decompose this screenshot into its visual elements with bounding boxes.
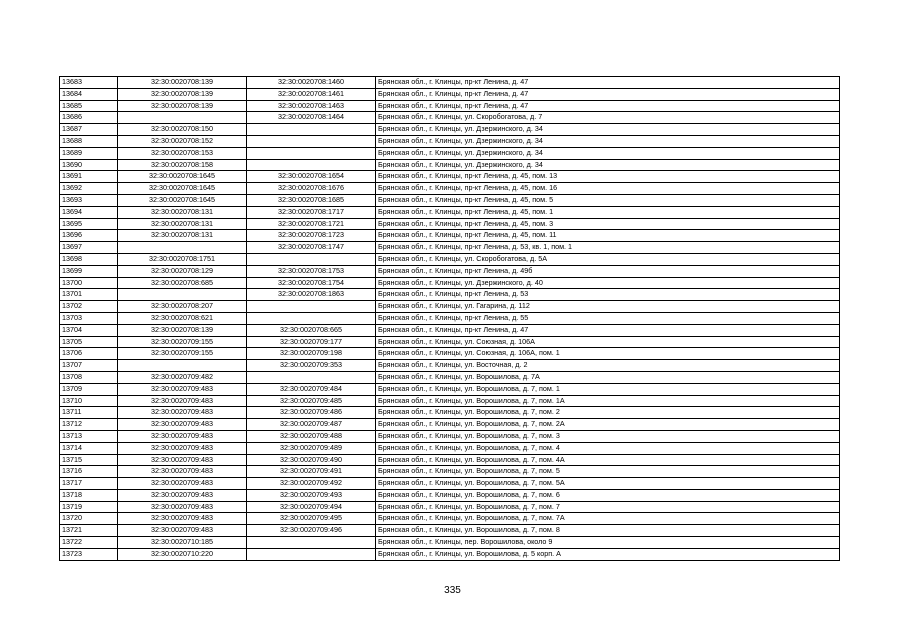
object-cadastral-number-cell: 32:30:0020709:495 bbox=[247, 513, 376, 525]
table-row bbox=[60, 218, 840, 230]
row-number-cell: 13686 bbox=[60, 112, 118, 124]
table-row bbox=[60, 242, 840, 254]
table-row bbox=[60, 159, 840, 171]
address-cell: Брянская обл., г. Клинцы, пр-кт Ленина, д. 53, кв. 1, пом. 1 bbox=[376, 242, 840, 254]
cadastral-number-cell: 32:30:0020708:153 bbox=[118, 147, 247, 159]
registry-table-body bbox=[60, 77, 840, 561]
address-cell: Брянская обл., г. Клинцы, пер. Ворошилова, около 9 bbox=[376, 537, 840, 549]
address-cell: Брянская обл., г. Клинцы, пр-кт Ленина, д. 45, пом. 1 bbox=[376, 206, 840, 218]
cadastral-number-cell: 32:30:0020708:139 bbox=[118, 77, 247, 89]
object-cadastral-number-cell: 32:30:0020708:1753 bbox=[247, 265, 376, 277]
row-number-cell: 13713 bbox=[60, 430, 118, 442]
object-cadastral-number-cell: 32:30:0020708:1723 bbox=[247, 230, 376, 242]
address-cell: Брянская обл., г. Клинцы, ул. Ворошилова, д. 7А bbox=[376, 371, 840, 383]
address-cell: Брянская обл., г. Клинцы, ул. Ворошилова, д. 7, пом. 3 bbox=[376, 430, 840, 442]
address-cell: Брянская обл., г. Клинцы, пр-кт Ленина, д. 45, пом. 3 bbox=[376, 218, 840, 230]
object-cadastral-number-cell bbox=[247, 371, 376, 383]
row-number-cell: 13719 bbox=[60, 501, 118, 513]
row-number-cell: 13705 bbox=[60, 336, 118, 348]
table-row bbox=[60, 442, 840, 454]
row-number-cell: 13714 bbox=[60, 442, 118, 454]
address-cell: Брянская обл., г. Клинцы, ул. Ворошилова, д. 7, пом. 6 bbox=[376, 489, 840, 501]
cadastral-number-cell: 32:30:0020709:483 bbox=[118, 525, 247, 537]
table-row bbox=[60, 183, 840, 195]
table-row bbox=[60, 478, 840, 490]
address-cell: Брянская обл., г. Клинцы, пр-кт Ленина, д. 55 bbox=[376, 312, 840, 324]
cadastral-number-cell: 32:30:0020708:129 bbox=[118, 265, 247, 277]
table-row bbox=[60, 371, 840, 383]
row-number-cell: 13694 bbox=[60, 206, 118, 218]
object-cadastral-number-cell: 32:30:0020708:1721 bbox=[247, 218, 376, 230]
object-cadastral-number-cell: 32:30:0020709:496 bbox=[247, 525, 376, 537]
cadastral-number-cell: 32:30:0020708:152 bbox=[118, 135, 247, 147]
cadastral-number-cell: 32:30:0020708:207 bbox=[118, 301, 247, 313]
address-cell: Брянская обл., г. Клинцы, ул. Ворошилова, д. 7, пом. 8 bbox=[376, 525, 840, 537]
row-number-cell: 13696 bbox=[60, 230, 118, 242]
object-cadastral-number-cell: 32:30:0020708:1463 bbox=[247, 100, 376, 112]
cadastral-number-cell: 32:30:0020708:621 bbox=[118, 312, 247, 324]
row-number-cell: 13689 bbox=[60, 147, 118, 159]
address-cell: Брянская обл., г. Клинцы, ул. Дзержинского, д. 34 bbox=[376, 135, 840, 147]
cadastral-number-cell: 32:30:0020709:483 bbox=[118, 466, 247, 478]
address-cell: Брянская обл., г. Клинцы, ул. Ворошилова, д. 5 корп. А bbox=[376, 548, 840, 560]
object-cadastral-number-cell: 32:30:0020709:484 bbox=[247, 383, 376, 395]
object-cadastral-number-cell bbox=[247, 301, 376, 313]
row-number-cell: 13711 bbox=[60, 407, 118, 419]
table-row bbox=[60, 525, 840, 537]
cadastral-number-cell bbox=[118, 360, 247, 372]
table-row bbox=[60, 230, 840, 242]
object-cadastral-number-cell: 32:30:0020709:489 bbox=[247, 442, 376, 454]
cadastral-number-cell: 32:30:0020708:131 bbox=[118, 230, 247, 242]
table-row bbox=[60, 489, 840, 501]
row-number-cell: 13722 bbox=[60, 537, 118, 549]
registry-table bbox=[59, 76, 840, 561]
table-row bbox=[60, 395, 840, 407]
table-row bbox=[60, 88, 840, 100]
table-row bbox=[60, 171, 840, 183]
table-row bbox=[60, 501, 840, 513]
table-row bbox=[60, 407, 840, 419]
object-cadastral-number-cell: 32:30:0020709:494 bbox=[247, 501, 376, 513]
row-number-cell: 13700 bbox=[60, 277, 118, 289]
object-cadastral-number-cell bbox=[247, 147, 376, 159]
row-number-cell: 13698 bbox=[60, 253, 118, 265]
row-number-cell: 13716 bbox=[60, 466, 118, 478]
row-number-cell: 13721 bbox=[60, 525, 118, 537]
object-cadastral-number-cell: 32:30:0020709:485 bbox=[247, 395, 376, 407]
address-cell: Брянская обл., г. Клинцы, ул. Ворошилова, д. 7, пом. 2 bbox=[376, 407, 840, 419]
address-cell: Брянская обл., г. Клинцы, пр-кт Ленина, д. 47 bbox=[376, 88, 840, 100]
address-cell: Брянская обл., г. Клинцы, ул. Ворошилова, д. 7, пом. 1А bbox=[376, 395, 840, 407]
cadastral-number-cell: 32:30:0020709:483 bbox=[118, 383, 247, 395]
cadastral-number-cell: 32:30:0020709:482 bbox=[118, 371, 247, 383]
row-number-cell: 13708 bbox=[60, 371, 118, 383]
object-cadastral-number-cell: 32:30:0020708:1461 bbox=[247, 88, 376, 100]
table-row bbox=[60, 466, 840, 478]
table-row bbox=[60, 253, 840, 265]
address-cell: Брянская обл., г. Клинцы, пр-кт Ленина, д. 45, пом. 13 bbox=[376, 171, 840, 183]
row-number-cell: 13720 bbox=[60, 513, 118, 525]
object-cadastral-number-cell: 32:30:0020709:491 bbox=[247, 466, 376, 478]
object-cadastral-number-cell: 32:30:0020708:1717 bbox=[247, 206, 376, 218]
row-number-cell: 13691 bbox=[60, 171, 118, 183]
object-cadastral-number-cell: 32:30:0020709:490 bbox=[247, 454, 376, 466]
object-cadastral-number-cell: 32:30:0020709:198 bbox=[247, 348, 376, 360]
address-cell: Брянская обл., г. Клинцы, ул. Ворошилова, д. 7, пом. 4А bbox=[376, 454, 840, 466]
address-cell: Брянская обл., г. Клинцы, ул. Восточная, д. 2 bbox=[376, 360, 840, 372]
cadastral-number-cell: 32:30:0020710:185 bbox=[118, 537, 247, 549]
cadastral-number-cell: 32:30:0020708:139 bbox=[118, 324, 247, 336]
address-cell: Брянская обл., г. Клинцы, пр-кт Ленина, д. 53 bbox=[376, 289, 840, 301]
cadastral-number-cell: 32:30:0020708:139 bbox=[118, 88, 247, 100]
address-cell: Брянская обл., г. Клинцы, ул. Дзержинского, д. 34 bbox=[376, 124, 840, 136]
address-cell: Брянская обл., г. Клинцы, пр-кт Ленина, д. 47 bbox=[376, 77, 840, 89]
address-cell: Брянская обл., г. Клинцы, пр-кт Ленина, д. 49б bbox=[376, 265, 840, 277]
object-cadastral-number-cell: 32:30:0020709:493 bbox=[247, 489, 376, 501]
address-cell: Брянская обл., г. Клинцы, пр-кт Ленина, д. 45, пом. 11 bbox=[376, 230, 840, 242]
address-cell: Брянская обл., г. Клинцы, ул. Скоробогатова, д. 7 bbox=[376, 112, 840, 124]
table-row bbox=[60, 147, 840, 159]
table-row bbox=[60, 383, 840, 395]
cadastral-number-cell: 32:30:0020709:483 bbox=[118, 513, 247, 525]
row-number-cell: 13702 bbox=[60, 301, 118, 313]
row-number-cell: 13684 bbox=[60, 88, 118, 100]
table-row bbox=[60, 77, 840, 89]
row-number-cell: 13687 bbox=[60, 124, 118, 136]
table-row bbox=[60, 206, 840, 218]
row-number-cell: 13715 bbox=[60, 454, 118, 466]
row-number-cell: 13710 bbox=[60, 395, 118, 407]
object-cadastral-number-cell: 32:30:0020708:1460 bbox=[247, 77, 376, 89]
cadastral-number-cell: 32:30:0020709:155 bbox=[118, 336, 247, 348]
table-row bbox=[60, 301, 840, 313]
row-number-cell: 13690 bbox=[60, 159, 118, 171]
cadastral-number-cell: 32:30:0020709:483 bbox=[118, 489, 247, 501]
cadastral-number-cell bbox=[118, 289, 247, 301]
address-cell: Брянская обл., г. Клинцы, ул. Союзная, д. 106А bbox=[376, 336, 840, 348]
table-row bbox=[60, 112, 840, 124]
object-cadastral-number-cell: 32:30:0020709:487 bbox=[247, 419, 376, 431]
cadastral-number-cell: 32:30:0020709:483 bbox=[118, 430, 247, 442]
cadastral-number-cell: 32:30:0020709:483 bbox=[118, 501, 247, 513]
cadastral-number-cell: 32:30:0020708:1645 bbox=[118, 194, 247, 206]
object-cadastral-number-cell bbox=[247, 253, 376, 265]
object-cadastral-number-cell bbox=[247, 124, 376, 136]
object-cadastral-number-cell: 32:30:0020709:488 bbox=[247, 430, 376, 442]
row-number-cell: 13706 bbox=[60, 348, 118, 360]
address-cell: Брянская обл., г. Клинцы, ул. Ворошилова, д. 7, пом. 1 bbox=[376, 383, 840, 395]
cadastral-number-cell: 32:30:0020708:1645 bbox=[118, 171, 247, 183]
row-number-cell: 13717 bbox=[60, 478, 118, 490]
table-row bbox=[60, 348, 840, 360]
table-row bbox=[60, 124, 840, 136]
object-cadastral-number-cell bbox=[247, 135, 376, 147]
object-cadastral-number-cell: 32:30:0020709:486 bbox=[247, 407, 376, 419]
page-number: 335 bbox=[444, 585, 461, 596]
cadastral-number-cell: 32:30:0020709:483 bbox=[118, 419, 247, 431]
row-number-cell: 13701 bbox=[60, 289, 118, 301]
cadastral-number-cell bbox=[118, 112, 247, 124]
cadastral-number-cell bbox=[118, 242, 247, 254]
address-cell: Брянская обл., г. Клинцы, ул. Дзержинского, д. 34 bbox=[376, 147, 840, 159]
table-row bbox=[60, 360, 840, 372]
cadastral-number-cell: 32:30:0020709:483 bbox=[118, 442, 247, 454]
row-number-cell: 13693 bbox=[60, 194, 118, 206]
table-row bbox=[60, 454, 840, 466]
row-number-cell: 13695 bbox=[60, 218, 118, 230]
cadastral-number-cell: 32:30:0020708:131 bbox=[118, 206, 247, 218]
table-row bbox=[60, 537, 840, 549]
row-number-cell: 13683 bbox=[60, 77, 118, 89]
address-cell: Брянская обл., г. Клинцы, ул. Гагарина, д. 112 bbox=[376, 301, 840, 313]
row-number-cell: 13723 bbox=[60, 548, 118, 560]
table-row bbox=[60, 548, 840, 560]
row-number-cell: 13704 bbox=[60, 324, 118, 336]
object-cadastral-number-cell: 32:30:0020709:492 bbox=[247, 478, 376, 490]
object-cadastral-number-cell: 32:30:0020708:1654 bbox=[247, 171, 376, 183]
cadastral-number-cell: 32:30:0020709:483 bbox=[118, 407, 247, 419]
cadastral-number-cell: 32:30:0020708:1645 bbox=[118, 183, 247, 195]
table-row bbox=[60, 135, 840, 147]
address-cell: Брянская обл., г. Клинцы, ул. Ворошилова, д. 7, пом. 5А bbox=[376, 478, 840, 490]
cadastral-number-cell: 32:30:0020709:483 bbox=[118, 395, 247, 407]
table-row bbox=[60, 513, 840, 525]
table-row bbox=[60, 336, 840, 348]
cadastral-number-cell: 32:30:0020709:155 bbox=[118, 348, 247, 360]
row-number-cell: 13685 bbox=[60, 100, 118, 112]
row-number-cell: 13688 bbox=[60, 135, 118, 147]
object-cadastral-number-cell bbox=[247, 548, 376, 560]
table-row bbox=[60, 312, 840, 324]
address-cell: Брянская обл., г. Клинцы, ул. Дзержинского, д. 40 bbox=[376, 277, 840, 289]
address-cell: Брянская обл., г. Клинцы, ул. Ворошилова, д. 7, пом. 5 bbox=[376, 466, 840, 478]
object-cadastral-number-cell: 32:30:0020708:1747 bbox=[247, 242, 376, 254]
cadastral-number-cell: 32:30:0020708:158 bbox=[118, 159, 247, 171]
address-cell: Брянская обл., г. Клинцы, ул. Союзная, д. 106А, пом. 1 bbox=[376, 348, 840, 360]
object-cadastral-number-cell: 32:30:0020708:1685 bbox=[247, 194, 376, 206]
address-cell: Брянская обл., г. Клинцы, пр-кт Ленина, д. 45, пом. 16 bbox=[376, 183, 840, 195]
cadastral-number-cell: 32:30:0020708:150 bbox=[118, 124, 247, 136]
row-number-cell: 13703 bbox=[60, 312, 118, 324]
table-row bbox=[60, 277, 840, 289]
object-cadastral-number-cell: 32:30:0020708:1676 bbox=[247, 183, 376, 195]
address-cell: Брянская обл., г. Клинцы, ул. Скоробогатова, д. 5А bbox=[376, 253, 840, 265]
table-row bbox=[60, 324, 840, 336]
cadastral-number-cell: 32:30:0020709:483 bbox=[118, 454, 247, 466]
object-cadastral-number-cell: 32:30:0020708:1863 bbox=[247, 289, 376, 301]
cadastral-number-cell: 32:30:0020708:1751 bbox=[118, 253, 247, 265]
object-cadastral-number-cell bbox=[247, 537, 376, 549]
row-number-cell: 13718 bbox=[60, 489, 118, 501]
address-cell: Брянская обл., г. Клинцы, ул. Ворошилова, д. 7, пом. 4 bbox=[376, 442, 840, 454]
row-number-cell: 13699 bbox=[60, 265, 118, 277]
row-number-cell: 13692 bbox=[60, 183, 118, 195]
address-cell: Брянская обл., г. Клинцы, пр-кт Ленина, д. 47 bbox=[376, 100, 840, 112]
cadastral-number-cell: 32:30:0020710:220 bbox=[118, 548, 247, 560]
table-row bbox=[60, 430, 840, 442]
object-cadastral-number-cell: 32:30:0020708:1754 bbox=[247, 277, 376, 289]
cadastral-number-cell: 32:30:0020709:483 bbox=[118, 478, 247, 490]
object-cadastral-number-cell: 32:30:0020708:1464 bbox=[247, 112, 376, 124]
address-cell: Брянская обл., г. Клинцы, ул. Дзержинского, д. 34 bbox=[376, 159, 840, 171]
row-number-cell: 13697 bbox=[60, 242, 118, 254]
table-row bbox=[60, 100, 840, 112]
object-cadastral-number-cell bbox=[247, 159, 376, 171]
object-cadastral-number-cell bbox=[247, 312, 376, 324]
object-cadastral-number-cell: 32:30:0020709:353 bbox=[247, 360, 376, 372]
row-number-cell: 13709 bbox=[60, 383, 118, 395]
row-number-cell: 13712 bbox=[60, 419, 118, 431]
cadastral-number-cell: 32:30:0020708:685 bbox=[118, 277, 247, 289]
address-cell: Брянская обл., г. Клинцы, ул. Ворошилова, д. 7, пом. 7А bbox=[376, 513, 840, 525]
table-row bbox=[60, 419, 840, 431]
address-cell: Брянская обл., г. Клинцы, ул. Ворошилова, д. 7, пом. 2А bbox=[376, 419, 840, 431]
address-cell: Брянская обл., г. Клинцы, ул. Ворошилова, д. 7, пом. 7 bbox=[376, 501, 840, 513]
row-number-cell: 13707 bbox=[60, 360, 118, 372]
address-cell: Брянская обл., г. Клинцы, пр-кт Ленина, д. 45, пом. 5 bbox=[376, 194, 840, 206]
cadastral-number-cell: 32:30:0020708:131 bbox=[118, 218, 247, 230]
cadastral-number-cell: 32:30:0020708:139 bbox=[118, 100, 247, 112]
table-row bbox=[60, 289, 840, 301]
object-cadastral-number-cell: 32:30:0020709:177 bbox=[247, 336, 376, 348]
table-row bbox=[60, 265, 840, 277]
address-cell: Брянская обл., г. Клинцы, пр-кт Ленина, д. 47 bbox=[376, 324, 840, 336]
object-cadastral-number-cell: 32:30:0020708:665 bbox=[247, 324, 376, 336]
table-row bbox=[60, 194, 840, 206]
